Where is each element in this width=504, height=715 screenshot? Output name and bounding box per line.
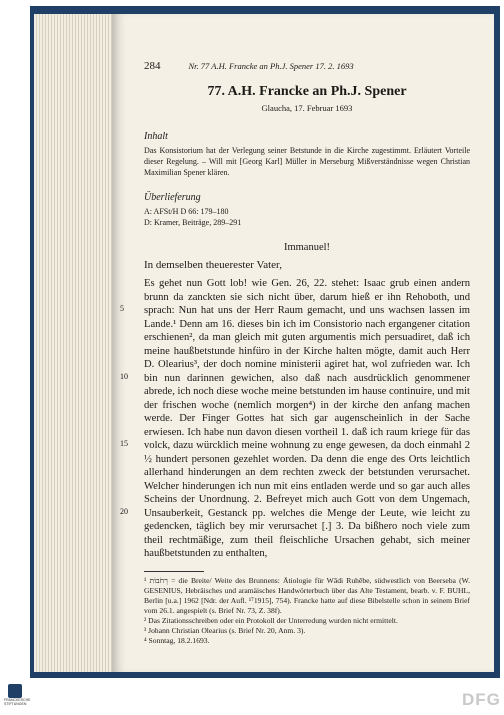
foundation-mark-icon [8, 684, 22, 698]
ueberlieferung-line-a: A: AFSt/H D 66: 179–180 [144, 207, 229, 216]
footnote-1: ¹ רְחֹבוֹת = die Breite/ Weite des Brunnens: Ätiologie für Wādi Ruhēbe, südwestlich von Beerseba (W. GESENIUS, Hebräisches und aramäisches Handwörterbuch über das Alte Testament, bearb. v. F. BUHL, Berlin [u.a.] 1962 [Ndr. der Aufl. ¹⁷1915], 754). Francke hatte auf diese Bibelstelle schon in seinem Brief vom 26.1. angespielt (s. Brief Nr. 73, Z. 38f). [144, 575, 470, 615]
line-number-10: 10 [120, 372, 128, 381]
inhalt-heading: Inhalt [144, 131, 168, 142]
salutation-immanuel: Immanuel! [283, 242, 331, 253]
page-edges [34, 14, 114, 672]
page-header [144, 60, 470, 72]
line-number-5: 5 [120, 304, 124, 313]
dfg-logo: DFG [462, 690, 501, 709]
footnote-rule [144, 571, 204, 572]
footnote-2: ² Das Zitationsschreiben oder ein Protokoll der Unterredung wurden nicht ermittelt. [144, 615, 398, 625]
inhalt-text: Das Konsistorium hat der Verlegung seiner Betstunde in die Kirche zugestimmt. Erläutert Vorteile dieser Regelung. – Will mit [Georg Karl] Müller in Merseburg Mißverständnisse wegen Christian Maximilian Spener klären. [144, 146, 470, 177]
footnote-3: ³ Johann Christian Olearius (s. Brief Nr. 20, Anm. 3). [144, 625, 306, 635]
foundation-logo-text: FRANCKESCHE STIFTUNGEN [4, 698, 31, 706]
salutation-address: In demselben theuerester Vater, [144, 259, 283, 271]
running-head: Nr. 77 A.H. Francke an Ph.J. Spener 17. 2. 1693 [188, 61, 354, 71]
francke-foundation-logo [4, 684, 31, 712]
footnote-4: ⁴ Sonntag, 18.2.1693. [144, 635, 210, 645]
page-content [120, 60, 470, 646]
page-number: 284 [144, 60, 161, 72]
place-date: Glaucha, 17. Februar 1693 [261, 103, 353, 113]
line-number-15: 15 [120, 439, 128, 448]
ueberlieferung-line-d: D: Kramer, Beiträge, 289–291 [144, 218, 242, 227]
letter-body [120, 277, 470, 561]
line-number-20: 20 [120, 507, 128, 516]
ueberlieferung-heading: Überlieferung [144, 192, 201, 203]
body-paragraph: Es gehet nun Gott lob! wie Gen. 26, 22. stehet: Isaac grub einen andern brunn da zanckten sie sich nicht über, darum hieß er ihn Rehoboth, und sprach: Nun hat uns der Herr Raum gemacht, und uns wachsen lassen im Lande.¹ Denn am 16. dieses bin ich im Consistorio nach ergangener citation erschienen², da man gleich mit guten argumentis mich persuadiret, daß ich meine haußbetstunde hinfüro in der Kirche halten mögte, damit auch Herr D. Olearius³, der doch nomine ministerii agiret hat, wol zufrieden war. Ich bin nun darinnen gewichen, also daß nach ausdrücklich genommener abrede, ich noch diese woche meine betstunden im hause continuire, und mit der frischen woche (nemlich morgen⁴) in der kirche den anfang machen werde. Der Finger Gottes hat sich gar augenscheinlich in der Sache erwiesen. Ich habe nun davon diesen vortheil 1. daß ich raum kriege für das volck, dazu würcklich meine wohnung zu enge gewesen, da doch einmahl 2 ½ hundert personen gezehlet worden. Da denn die enge des Orts leichtlich allerhand hinderungen an dem rechten zweck der betstunden verursachet. Welcher hinderungen ich nun mit eins entladen werde und so gar auch alles Scheins der Unordnung. 2. Befreyet mich auch Gott von dem Ungemach, Unsauberkeit, Gestanck pp. welches die Menge der Leute, wie leicht zu gedencken, täglich bey mir verursachet [.] 3. Da bißhero noch viele zum theil rechtmäßige, zum theil fleischliche Ursachen gehabt, sich meiner haußbetstunden zu enthalten, [144, 278, 470, 559]
letter-title: 77. A.H. Francke an Ph.J. Spener [207, 84, 407, 99]
